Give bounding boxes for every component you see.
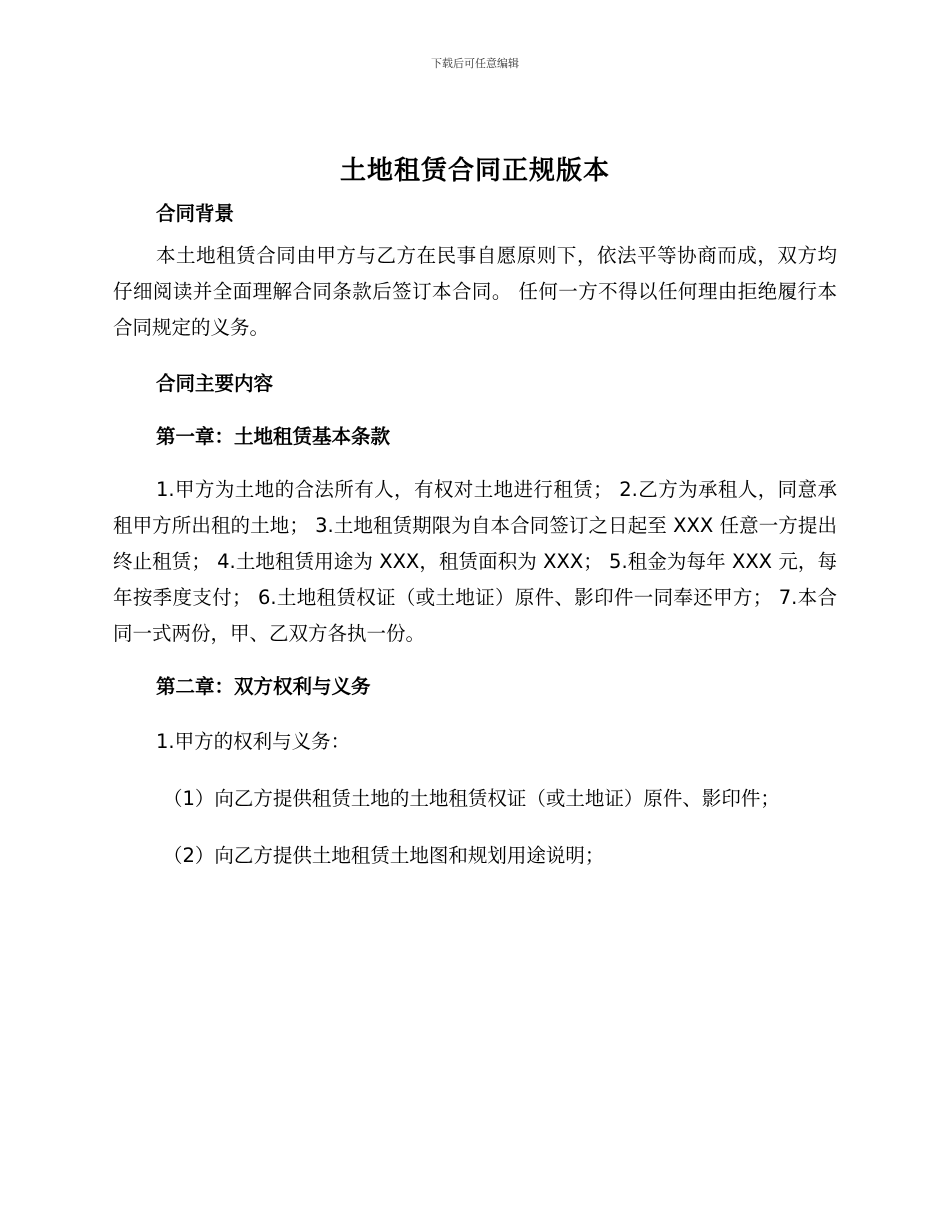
chapter-1-heading: 第一章：土地租赁基本条款 [156,425,391,448]
section-heading-main-content: 合同主要内容 [156,372,274,395]
document-title: 土地租赁合同正规版本 [339,156,610,186]
header-note: 下载后可任意编辑 [431,57,519,70]
list-item-2: （2）向乙方提供土地租赁土地图和规划用途说明； [163,844,605,867]
paragraph-party-a-rights: 1.甲方的权利与义务： [156,730,351,753]
chapter-2-heading: 第二章：双方权利与义务 [156,675,371,698]
paragraph-chapter-1: 1.甲方为土地的合法所有人，有权对土地进行租赁； 2.乙方为承租人，同意承租甲方所出租的土地； 3.土地租赁期限为自本合同签订之日起至 XXX 任意一方提出终止租赁； 4.土地租赁用途为 XXX，租赁面积为 XXX； 5.租金为每年 XXX 元，每年按季度支付； 6.土地租赁权证（或土地证）原件、影印件一同奉还甲方； 7.本合同一式两份，甲、乙双方各执一份。 [113,478,837,645]
list-item-1: （1）向乙方提供租赁土地的土地租赁权证（或土地证）原件、影印件； [163,787,780,810]
section-heading-background: 合同背景 [156,202,235,225]
paragraph-background: 本土地租赁合同由甲方与乙方在民事自愿原则下，依法平等协商而成，双方均仔细阅读并全面理解合同条款后签订本合同。 任何一方不得以任何理由拒绝履行本合同规定的义务。 [113,244,837,339]
document-body [113,196,837,874]
